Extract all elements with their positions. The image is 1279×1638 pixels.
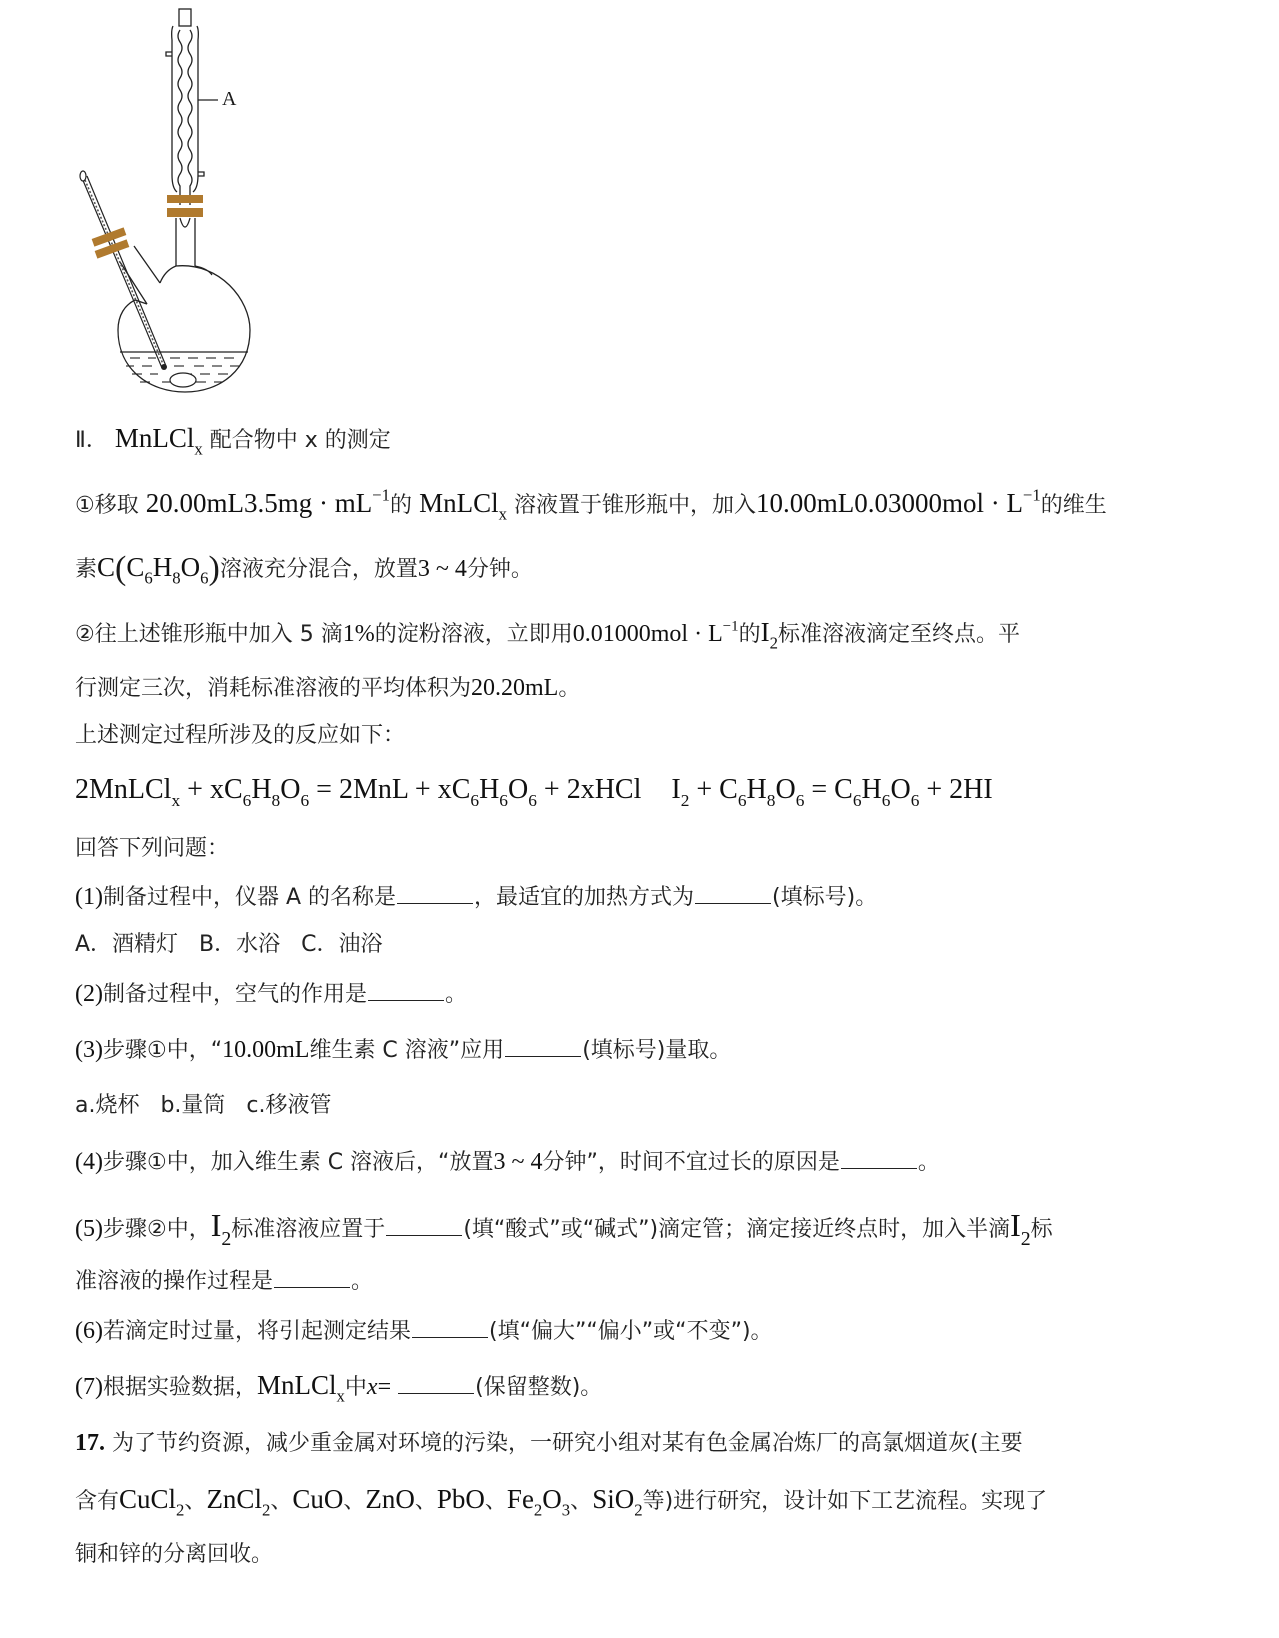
questions-intro: 回答下列问题： <box>75 836 230 861</box>
compound-formula: $Fe_2O_3$ <box>506 1484 571 1520</box>
step2-line1: ②往上述锥形瓶中加入 5 滴1%的淀粉溶液，立即用$0.01000mol \cdot L^{-1}$的$I_2$标准溶液滴定至终点。平 <box>75 617 1020 653</box>
compound-formula: ZnO <box>365 1484 415 1514</box>
compound-list: CuCl$_2$、ZnCl$_2$、CuO、ZnO、PbO、$Fe_2O_3$、SiO$_2$ <box>119 1484 643 1520</box>
question-4: (4)步骤①中，加入维生素 C 溶液后，“放置3 ~ 4分钟”，时间不宜过长的原因是 。 <box>75 1149 940 1175</box>
question-5-line2: 准溶液的操作过程是 。 <box>75 1269 374 1294</box>
reaction-equations <box>75 774 993 810</box>
question-7: (7)根据实验数据，MnLCl$_x$中x= (保留整数)。 <box>75 1370 603 1406</box>
answer-blank[interactable] <box>274 1267 350 1288</box>
apparatus-figure <box>70 0 290 400</box>
question-2: (2)制备过程中，空气的作用是 。 <box>75 981 468 1007</box>
question-1-options: A．酒精灯 B．水浴 C．油浴 <box>75 932 383 957</box>
problem-17-line2: 含有CuCl$_2$、ZnCl$_2$、CuO、ZnO、PbO、$Fe_2O_3$、SiO$_2$等)进行研究，设计如下工艺流程。实现了 <box>75 1484 1048 1520</box>
compound-formula: PbO <box>436 1484 485 1514</box>
reaction-2: $I_2 + C_6H_8O_6 = C_6H_6O_6 + 2HI$ <box>671 774 993 810</box>
compound-formula: SiO$_2$ <box>592 1484 643 1520</box>
compound-formula: CuO <box>292 1484 344 1514</box>
answer-blank[interactable] <box>368 980 444 1001</box>
problem-17-line1: 17. 为了节约资源，减少重金属对环境的污染，一研究小组对某有色金属冶炼厂的高氯烟道灰(主要 <box>75 1430 1023 1456</box>
answer-blank[interactable] <box>397 883 473 904</box>
question-5: (5)步骤②中，$I_2$标准溶液应置于 (填“酸式”或“碱式”)滴定管；滴定接近终点时，加入半滴$I_2$标 <box>75 1207 1053 1250</box>
problem-17-line3: 铜和锌的分离回收。 <box>75 1542 274 1567</box>
answer-blank[interactable] <box>841 1148 917 1169</box>
reactions-intro: 上述测定过程所涉及的反应如下： <box>75 723 406 748</box>
step2-line2: 行测定三次，消耗标准溶液的平均体积为20.20mL。 <box>75 675 581 701</box>
question-6: (6)若滴定时过量，将引起测定结果 (填“偏大”“偏小”或“不变”)。 <box>75 1318 773 1344</box>
compound-formula: CuCl$_2$ <box>119 1484 185 1520</box>
compound-formula: ZnCl$_2$ <box>206 1484 271 1520</box>
step1-line1: ①移取 $20.00mL3.5mg \cdot mL^{-1}$的 MnLCl$_x$ 溶液置于锥形瓶中，加入$10.00mL0.03000mol \cdot L^{-1}$的维生 <box>75 485 1107 524</box>
question-3: (3)步骤①中，“10.00mL维生素 C 溶液”应用 (填标号)量取。 <box>75 1037 732 1063</box>
answer-blank[interactable] <box>398 1373 474 1394</box>
step1-line2: 素$C(C_6H_8O_6)$溶液充分混合，放置3 ~ 4分钟。 <box>75 550 533 588</box>
answer-blank[interactable] <box>412 1317 488 1338</box>
answer-blank[interactable] <box>505 1036 581 1057</box>
reflux-apparatus-icon <box>70 0 290 400</box>
question-3-options: a.烧杯 b.量筒 c.移液管 <box>75 1093 332 1118</box>
section-heading: Ⅱ． MnLCl$_x$ 配合物中 x 的测定 <box>75 423 391 459</box>
answer-blank[interactable] <box>386 1215 462 1236</box>
reaction-1: 2MnLCl$_x$ + $xC_6H_8O_6 = 2MnL + xC_6H_6O_6$ + 2xHCl <box>75 774 642 810</box>
label-a: A <box>222 88 237 110</box>
question-1: (1)制备过程中，仪器 A 的名称是 ，最适宜的加热方式为 (填标号)。 <box>75 884 878 910</box>
answer-blank[interactable] <box>695 883 771 904</box>
formula-mnlclx: MnLCl$_x$ <box>114 423 203 459</box>
